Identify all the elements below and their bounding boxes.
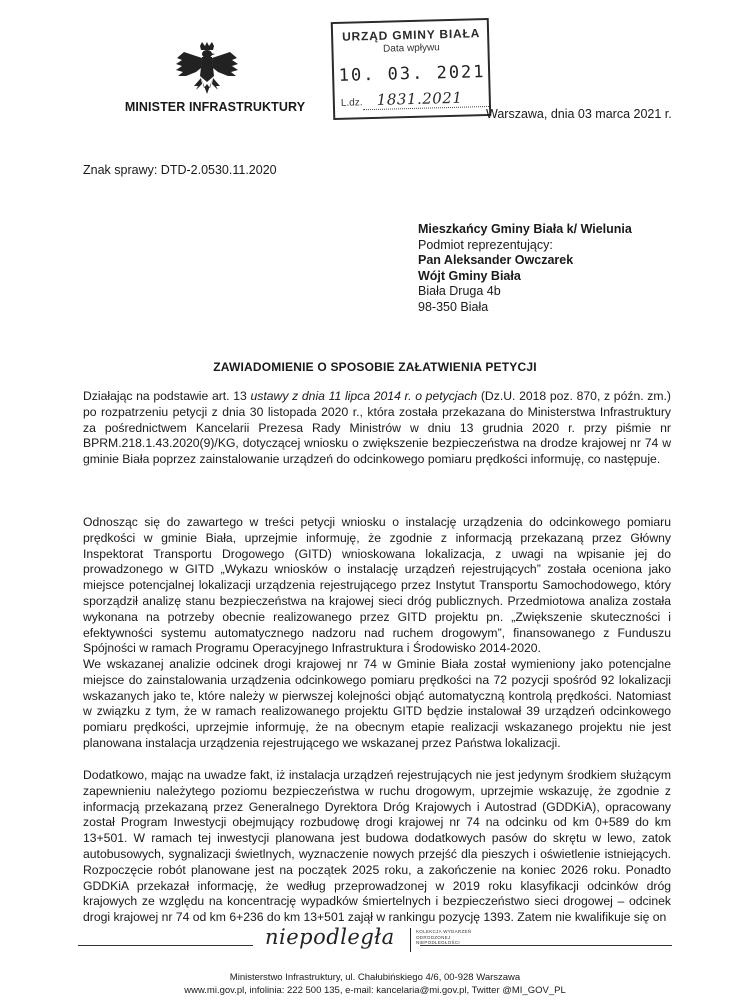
footer-contact: www.mi.gov.pl, infolinia: 222 500 135, e-mail: kancelaria@mi.gov.pl, Twitter @MI_GOV_PL — [184, 985, 566, 996]
ministry-title: MINISTER INFRASTRUKTURY — [124, 100, 306, 114]
logo-small-caption: KOLEKCJA WYDARZEŃ ODRODZONEJ NIEPODLEGŁOŚCI — [416, 929, 472, 945]
body-paragraph-1 — [83, 389, 671, 468]
document-title: ZAWIADOMIENIE O SPOSOBIE ZAŁATWIENIA PETYCJI — [213, 360, 537, 374]
stamp-received-date: 10. 03. 2021 — [338, 62, 486, 86]
footer-rule-right — [420, 945, 672, 946]
recipient-line-2: Podmiot reprezentujący: — [418, 237, 553, 252]
body-paragraph-3 — [83, 657, 671, 752]
incoming-mail-stamp — [331, 18, 492, 120]
footer-rule-left — [78, 945, 253, 946]
paragraph-3-text: We wskazanej analizie odcinek drogi krajowej nr 74 w Gminie Biała został wymieniony jako potencjalne miejsce do zainstalowania urządzenia odcinkowego pomiaru prędkości na 72 pozycji spośród 92 lokalizacji wskazanych jako te, które należy w pierwszej kolejności objąć automatyczną kontrolą prędkości. Natomiast w związku z tym, że w ramach realizowanego projektu GITD będzie instalował 39 urządzeń odcinkowego pomiaru prędkości, uprzejmie informuję, że na obecnym etapie realizacji wskazanego projektu nie jest planowana instalacja urządzenia rejestrującego we wskazanej przez Państwa lokalizacji. — [83, 657, 671, 750]
logo-divider — [410, 928, 411, 952]
recipient-line-1: Mieszkańcy Gminy Biała k/ Wielunia — [418, 222, 632, 236]
stamp-ldz-handwritten-number: 1831.2021 — [376, 88, 463, 109]
niepodlegla-logo: niepodległa — [265, 925, 395, 949]
case-number: Znak sprawy: DTD-2.0530.11.2020 — [83, 163, 277, 177]
paragraph-1-part-b: (Dz.U. 2018 poz. 870, z późn. zm.) po rozpatrzeniu petycji z dnia 30 listopada 2020 r., która została przekazana do Ministerstwa Infrastruktury za pośrednictwem Kancelarii Prezesa Rady Ministrów w dniu 13 grudnia 2020 r. przy piśmie nr BPRM.218.1.43.2020(9)/KG, dotyczącej wniosku o zwiększenie bezpieczeństwa na drodze krajowej nr 74 w gminie Biała poprzez zainstalowanie urządzeń do odcinkowego pomiaru prędkości informuję, co następuje. — [83, 389, 671, 467]
body-paragraph-2 — [83, 515, 671, 657]
stamp-office-name: URZĄD GMINY BIAŁA — [341, 26, 481, 44]
paragraph-1-italic-act: ustawy z dnia 11 lipca 2014 r. o petycjach — [250, 389, 478, 403]
place-and-date: Warszawa, dnia 03 marca 2021 r. — [486, 107, 672, 121]
recipient-address-block — [418, 222, 632, 316]
stamp-ldz-label: L.dz. — [340, 97, 363, 109]
body-paragraph-4 — [83, 768, 671, 926]
footer-address: Ministerstwo Infrastruktury, ul. Chałubińskiego 4/6, 00-928 Warszawa — [229, 972, 521, 983]
recipient-line-3: Pan Aleksander Owczarek — [418, 253, 574, 268]
recipient-line-5: Biała Druga 4b — [418, 284, 501, 299]
paragraph-2-text: Odnosząc się do zawartego w treści petycji wniosku o instalację urządzenia do odcinkowego pomiaru prędkości w gminie Biała, uprzejmie informuję, że zgodnie z informacją przekazaną przez Główny Inspektorat Transportu Drogowego (GITD) wnioskowana lokalizacja, z uwagi na wpisanie jej do prowadzonego w GITD „Wykazu wniosków o instalację urządzeń rejestrujących” została oceniona jako miejsce potencjalnej lokalizacji urządzenia rejestrującego przez Instytut Transportu Samochodowego, który sporządził analizę stanu bezpieczeństwa na krajowej sieci dróg publicznych. Przedmiotowa analiza została wykonana na potrzeby obecnie realizowanego przez GITD projektu pn. „Zwiększenie skuteczności i efektywności systemu automatycznego nadzoru nad ruchem drogowym”, finansowanego z Funduszu Spójności w ramach Programu Operacyjnego Infrastruktura i Środowisko 2014-2020. — [83, 515, 671, 656]
recipient-line-6: 98-350 Biała — [418, 299, 489, 314]
paragraph-4-text: Dodatkowo, mając na uwadze fakt, iż instalacja urządzeń rejestrujących nie jest jedynym środkiem służącym zapewnieniu należytego poziomu bezpieczeństwa w ruchu drogowym, uprzejmie wskazuję, że zgodnie z informacją przekazaną przez Generalnego Dyrektora Dróg Krajowych i Autostrad (GDDKiA), opracowany został Program Inwestycji obejmujący rozbudowę drogi krajowej nr 74 na odcinku od km 0+589 do km 13+501. W ramach tej inwestycji planowana jest budowa dodatkowych pasów do skrętu w lewo, zatok autobusowych, sygnalizacji świetlnych, wyznaczenie nowych przejść dla pieszych i oświetlenie istniejących. Rozpoczęcie robót planowane jest na początek 2025 roku, a zakończenie na koniec 2026 roku. Ponadto GDDKiA przekazał informację, że według przeprowadzonej w 2019 roku klasyfikacji odcinków dróg krajowych ze względu na koncentrację wypadków śmiertelnych i bezpieczeństwo sieci drogowej – odcinek drogi krajowej nr 74 od km 6+236 do km 13+501 zajął w rankingu pozycję 1393. Zatem nie kwalifikuje się on — [83, 768, 671, 925]
recipient-line-4: Wójt Gminy Biała — [418, 268, 521, 283]
paragraph-1-part-a: Działając na podstawie art. 13 — [83, 389, 251, 403]
stamp-subtitle: Data wpływu — [382, 42, 440, 55]
polish-eagle-emblem-icon — [172, 42, 242, 102]
